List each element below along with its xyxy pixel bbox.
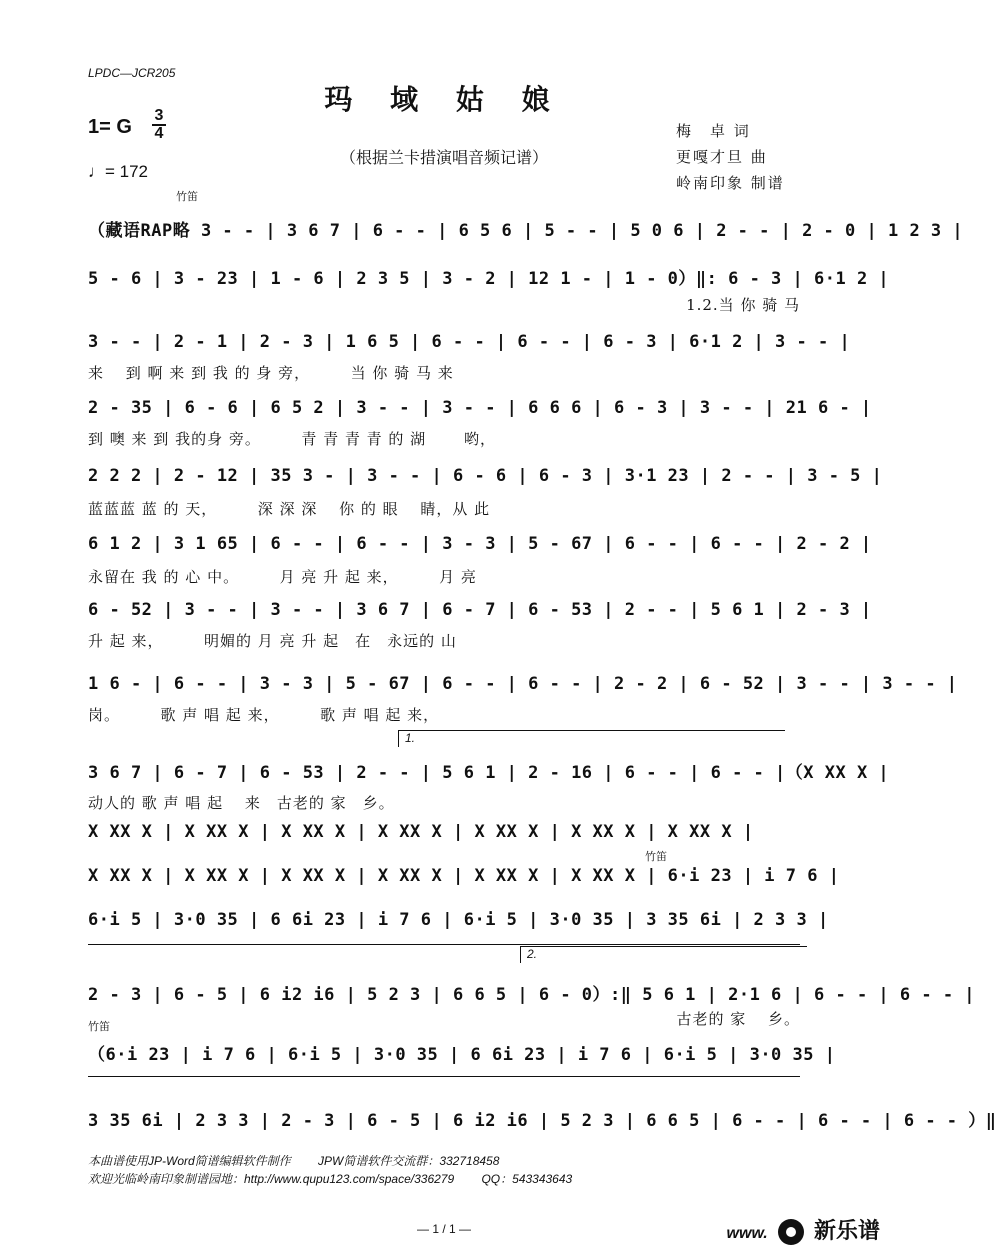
notation-line: （6·i 23 | i 7 6 | 6·i 5 | 3·0 35 | 6 6i 23 | i 7 6 | 6·i 5 | 3·0 35 | <box>88 1045 836 1065</box>
lyric-line: 到 噢 来 到 我的身 旁。 青 青 青 青 的 湖 哟， <box>88 430 496 448</box>
lyricist-credit: 梅 卓 词 <box>676 122 751 140</box>
tempo-marking: ♩= 172 <box>88 162 149 181</box>
notation-line: 2 - 3 | 6 - 5 | 6 i2 i6 | 5 2 3 | 6 6 5 | 6 - 0）:‖ 5 6 1 | 2·1 6 | 6 - - | 6 - - | <box>88 985 976 1005</box>
notation-line: X XX X | X XX X | X XX X | X XX X | X XX X | X XX X | X XX X | <box>88 822 754 842</box>
notation-line: 6 1 2 | 3 1 65 | 6 - - | 6 - - | 3 - 3 | 5 - 67 | 6 - - | 6 - - | 2 - 2 | <box>88 534 872 554</box>
notation-line: 2 2 2 | 2 - 12 | 35 3 - | 3 - - | 6 - 6 | 6 - 3 | 3·1 23 | 2 - - | 3 - 5 | <box>88 466 883 486</box>
brand-name: 新乐谱 <box>813 1218 880 1243</box>
notation-line: 1 6 - | 6 - - | 3 - 3 | 5 - 67 | 6 - - | 6 - - | 2 - 2 | 6 - 52 | 3 - - | 3 - - | <box>88 674 958 694</box>
engraver-credit: 岭南印象 制谱 <box>676 174 785 192</box>
key-signature: 1= G <box>88 116 132 138</box>
instrument-label: 竹笛 <box>645 851 667 863</box>
song-subtitle: （根据兰卡措演唱音频记谱） <box>339 148 548 167</box>
lyric-line: 升 起 来， 明媚的 月 亮 升 起 在 永远的 山 <box>88 632 457 650</box>
page-number: — 1 / 1 — <box>416 1222 472 1236</box>
lyric-line: 蓝蓝蓝 蓝 的 天， 深 深 深 你 的 眼 睛，从 此 <box>88 500 491 518</box>
lyric-line: 永留在 我 的 心 中。 月 亮 升 起 来， 月 亮 <box>88 568 477 586</box>
footer-website-note: 欢迎光临岭南印象制谱园地：http://www.qupu123.com/space/336279 QQ：543343643 <box>88 1172 573 1186</box>
composer-credit: 更嘎才旦 曲 <box>676 148 768 166</box>
score-code: LPDC—JCR205 <box>88 66 176 80</box>
footer-software-note: 本曲谱使用JP-Word简谱编辑软件制作 JPW简谱软件交流群：332718458 <box>88 1154 500 1168</box>
song-title: 玛 域 姑 娘 <box>324 83 564 116</box>
lyric-line: 动人的 歌 声 唱 起 来 古老的 家 乡。 <box>88 794 395 812</box>
brand-logo <box>727 1214 880 1245</box>
lyric-line: 来 到 啊 来 到 我 的 身 旁， 当 你 骑 马 来 <box>88 364 454 382</box>
notation-line: 3 35 6i | 2 3 3 | 2 - 3 | 6 - 5 | 6 i2 i6 | 5 2 3 | 6 6 5 | 6 - - | 6 - - | 6 - - ）‖ <box>88 1111 997 1131</box>
meter-bottom: 4 <box>154 125 164 142</box>
notation-line: （藏语RAP略 3 - - | 3 6 7 | 6 - - | 6 5 6 | 5 - - | 5 0 6 | 2 - - | 2 - 0 | 1 2 3 | <box>88 221 964 241</box>
meter-top: 3 <box>154 107 164 124</box>
notation-line: 6 - 52 | 3 - - | 3 - - | 3 6 7 | 6 - 7 | 6 - 53 | 2 - - | 5 6 1 | 2 - 3 | <box>88 600 872 620</box>
notation-line: X XX X | X XX X | X XX X | X XX X | X XX X | X XX X | 6·i 23 | i 7 6 | <box>88 866 840 886</box>
lyric-line: 岗。 歌 声 唱 起 来， 歌 声 唱 起 来， <box>88 706 440 724</box>
brand-prefix: www. <box>726 1225 768 1242</box>
staff-rule <box>88 944 800 945</box>
volta-bracket-2: 2. <box>520 946 807 963</box>
lyric-line: 古老的 家 乡。 <box>676 1010 800 1028</box>
volta-bracket-1: 1. <box>398 730 785 747</box>
notation-line: 3 6 7 | 6 - 7 | 6 - 53 | 2 - - | 5 6 1 | 2 - 16 | 6 - - | 6 - - |（X XX X | <box>88 763 890 783</box>
record-icon <box>778 1219 804 1245</box>
notation-line: 3 - - | 2 - 1 | 2 - 3 | 1 6 5 | 6 - - | 6 - - | 6 - 3 | 6·1 2 | 3 - - | <box>88 332 851 352</box>
instrument-label: 竹笛 <box>88 1021 110 1033</box>
notation-line: 5 - 6 | 3 - 23 | 1 - 6 | 2 3 5 | 3 - 2 | 12 1 - | 1 - 0）‖: 6 - 3 | 6·1 2 | <box>88 269 890 289</box>
notation-line: 6·i 5 | 3·0 35 | 6 6i 23 | i 7 6 | 6·i 5 | 3·0 35 | 3 35 6i | 2 3 3 | <box>88 910 829 930</box>
staff-rule <box>88 1076 800 1077</box>
lyric-line: 1.2.当 你 骑 马 <box>686 296 800 314</box>
instrument-label: 竹笛 <box>176 191 198 203</box>
time-signature <box>150 108 168 142</box>
notation-line: 2 - 35 | 6 - 6 | 6 5 2 | 3 - - | 3 - - | 6 6 6 | 6 - 3 | 3 - - | 21 6 - | <box>88 398 872 418</box>
